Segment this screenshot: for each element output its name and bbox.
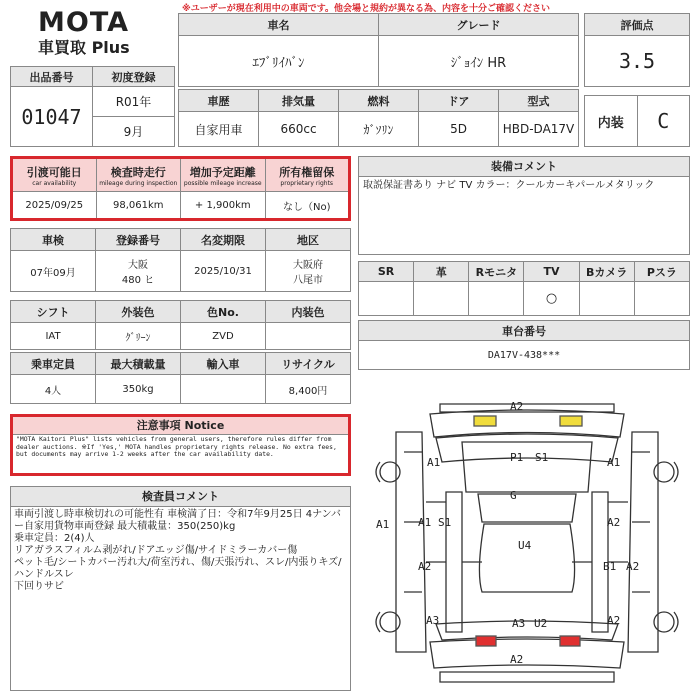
model-code: HBD-DA17V (499, 112, 579, 147)
reg-header: 名変期限 (181, 229, 266, 251)
lot-table (10, 66, 175, 147)
equipment-options (358, 261, 690, 316)
spec-header: 燃料 (339, 90, 419, 112)
name-change-deadline: 2025/10/31 (181, 251, 266, 292)
spec-header: 型式 (499, 90, 579, 112)
damage-label: A3 (512, 617, 526, 630)
availability-date: 2025/09/25 (12, 192, 97, 220)
score-value: 3.5 (585, 36, 690, 87)
chassis-number: DA17V-438*** (359, 341, 690, 370)
chassis-header: 車台番号 (359, 321, 690, 341)
damage-label: A2 (607, 614, 621, 627)
damage-label: A1 (376, 518, 390, 531)
option-header: Pスラ (634, 262, 689, 282)
damage-label: U4 (518, 539, 532, 552)
imported-value (181, 375, 266, 404)
reg-header: 地区 (266, 229, 351, 251)
option-header: Bカメラ (579, 262, 634, 282)
lot-header: 出品番号 (11, 67, 93, 87)
score-table (584, 13, 690, 87)
color-header: 色No. (181, 301, 266, 323)
interior-header: 内装 (585, 96, 638, 147)
spec-header: 車歴 (179, 90, 259, 112)
reg-header: 登録番号 (96, 229, 181, 251)
header-table (178, 13, 579, 87)
front-damage-mark-left (474, 416, 496, 426)
inspector-line: 下回りサビ (14, 581, 64, 592)
first-reg-month: 9月 (93, 117, 175, 147)
car-name-header: 車名 (179, 14, 379, 36)
doors-value: 5D (419, 112, 499, 147)
option-value (579, 282, 634, 316)
damage-label: A1 (418, 516, 432, 529)
option-value (359, 282, 414, 316)
damage-label: B1 (603, 560, 617, 573)
shift-value: IAT (11, 323, 96, 350)
proprietary-rights: なし（No) (265, 192, 350, 220)
seating-capacity: 4人 (11, 375, 96, 404)
top-notice: ※ユーザーが現在利用中の車両です。他会場と規約が異なる為、内容を十分ご確認ください (182, 4, 551, 14)
inspector-title: 検査員コメント (11, 487, 350, 507)
chassis-table (358, 320, 690, 370)
mileage-increase: + 1,900km (181, 192, 266, 220)
first-reg-year: R01年 (93, 87, 175, 117)
inspector-line: 車両引渡し時車検切れの可能性有 車検満了日：令和7年9月25日 4ナンバー自家用貨物車両登録 最大積載量：350(250)kg (14, 509, 341, 532)
color-header: 外装色 (96, 301, 181, 323)
capacity-header: リサイクル (266, 353, 351, 375)
option-header: Rモニタ (469, 262, 524, 282)
damage-label: S1 (438, 516, 452, 529)
notice-text: "MOTA Kaitori Plus" lists vehicles from general users, therefore rules differ from dealer auctions. ※If 'Yes,' MOTA handles proprietary rights release. No extra fees, but documents may arrive 1-2 weeks after the car availability date. (16, 435, 337, 459)
color-header: 内装色 (266, 301, 351, 323)
option-value (414, 282, 469, 316)
inspection-expiry: 07年09月 (11, 251, 96, 292)
history-value: 自家用車 (179, 112, 259, 147)
max-load: 350kg (96, 375, 181, 404)
logo-sub: 車買取 Plus (38, 38, 130, 57)
spec-table (178, 89, 579, 147)
inspector-line: ペット毛/シートカバー汚れ大/荷室汚れ、傷/天張汚れ、スレ/内張りキズ/ハンドルスレ (14, 557, 342, 580)
inspection-mileage: 98,061km (96, 192, 181, 220)
rear-damage-mark-left (476, 636, 496, 646)
damage-label: A1 (427, 456, 441, 469)
interior-color (266, 323, 351, 350)
score-header: 評価点 (585, 14, 690, 36)
damage-label: A2 (510, 653, 524, 666)
recycle-fee: 8,400円 (266, 375, 351, 404)
mileage-header: 検査時走行 mileage during inspection (96, 158, 181, 192)
mileage-header: 増加予定距離 possible mileage increase (181, 158, 266, 192)
equipment-text: 取説保証書あり ナビ TV カラー：クールカーキパールメタリック (363, 180, 655, 191)
reg-header: 車検 (11, 229, 96, 251)
option-header: TV (524, 262, 579, 282)
grade: ｼﾞｮｲﾝ HR (379, 36, 579, 87)
damage-label: A2 (607, 516, 621, 529)
capacity-header: 乗車定員 (11, 353, 96, 375)
equipment-title: 装備コメント (359, 157, 689, 177)
damage-label: A1 (607, 456, 621, 469)
damage-label: G (510, 489, 517, 502)
inspector-box (10, 486, 351, 691)
capacity-header: 輸入車 (181, 353, 266, 375)
damage-label: U2 (534, 617, 548, 630)
option-value: ○ (524, 282, 579, 316)
option-header: 革 (414, 262, 469, 282)
first-reg-header: 初度登録 (93, 67, 175, 87)
notice-title: 注意事項 Notice (13, 417, 348, 435)
logo (38, 8, 148, 58)
inspector-line: リアガラスフィルム剥がれ/ドアエッジ傷/サイドミラーカバー傷 (14, 545, 298, 556)
equipment-box (358, 156, 690, 255)
color-table (10, 300, 351, 350)
damage-label: A2 (510, 400, 524, 413)
interior-table (584, 95, 690, 147)
displacement-value: 660cc (259, 112, 339, 147)
damage-label: A2 (418, 560, 432, 573)
damage-label: A3 (426, 614, 440, 627)
lot-number: 01047 (11, 87, 93, 147)
notice-box (10, 414, 351, 476)
rear-damage-mark-right (560, 636, 580, 646)
grade-header: グレード (379, 14, 579, 36)
damage-label: A2 (626, 560, 640, 573)
mileage-header: 引渡可能日 car availability (12, 158, 97, 192)
color-header: シフト (11, 301, 96, 323)
logo-text: MOTA (38, 7, 130, 38)
mileage-table (10, 156, 351, 221)
capacity-table (10, 352, 351, 404)
color-number: ZVD (181, 323, 266, 350)
car-name: ｴﾌﾞﾘｲﾊﾞﾝ (179, 36, 379, 87)
exterior-color: ｸﾞﾘｰﾝ (96, 323, 181, 350)
spec-header: 排気量 (259, 90, 339, 112)
registration-table (10, 228, 351, 292)
option-header: SR (359, 262, 414, 282)
inspector-line: 乗車定員：2(4)人 (14, 533, 95, 544)
option-value (469, 282, 524, 316)
region: 大阪府 八尾市 (266, 251, 351, 292)
interior-grade: C (637, 96, 690, 147)
option-value (634, 282, 689, 316)
fuel-value: ｶﾞｿﾘﾝ (339, 112, 419, 147)
spec-header: ドア (419, 90, 499, 112)
damage-label: S1 (535, 451, 549, 464)
front-damage-mark-right (560, 416, 582, 426)
plate-number: 大阪 480 ヒ (96, 251, 181, 292)
mileage-header: 所有権留保 proprietary rights (265, 158, 350, 192)
damage-label: P1 (510, 451, 524, 464)
capacity-header: 最大積載量 (96, 353, 181, 375)
